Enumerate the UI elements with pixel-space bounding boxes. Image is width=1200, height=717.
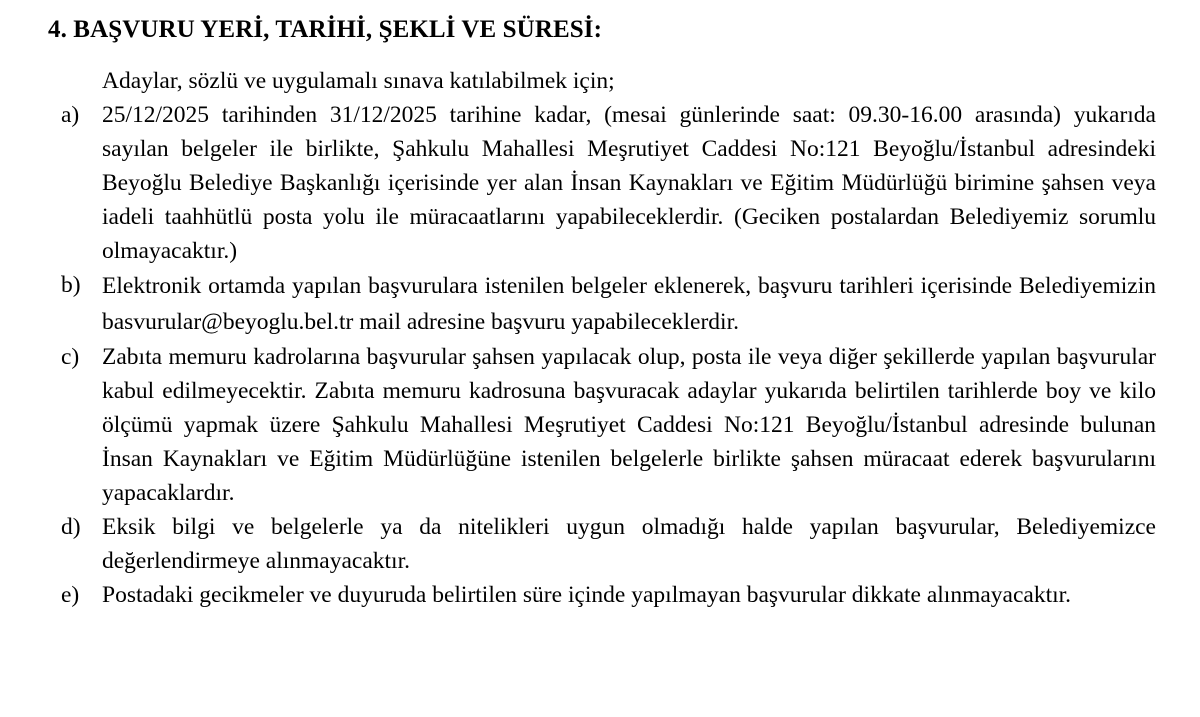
list-item-c xyxy=(48,340,1156,510)
list-item-text: Eksik bilgi ve belgelerle ya da nitelikleri uygun olmadığı halde yapılan başvurular, Belediyemizce değerlendirmeye alınmayacaktır. xyxy=(102,514,1156,574)
list-item-text: Postadaki gecikmeler ve duyuruda belirtilen süre içinde yapılmayan başvurular dikkate alınmayacaktır. xyxy=(102,582,1072,608)
list-marker: d) xyxy=(61,514,81,540)
list-item-text: Elektronik ortamda yapılan başvurulara istenilen belgeler eklenerek, başvuru tarihleri içerisinde Belediyemizin basvurular@beyoglu.bel.tr mail adresine başvuru yapabileceklerdir. xyxy=(102,273,1156,335)
list-item-a xyxy=(48,98,1156,268)
list-item-b xyxy=(48,268,1156,340)
list-item-e xyxy=(48,578,1156,612)
list-item-text: 25/12/2025 tarihinden 31/12/2025 tarihine kadar, (mesai günlerinde saat: 09.30-16.00 arasında) yukarıda sayılan belgeler ile birlikte, Şahkulu Mahallesi Meşrutiyet Caddesi No:121 Beyoğlu/İstanbul adresindeki Beyoğlu Belediye Başkanlığı içerisinde yer alan İnsan Kaynakları ve Eğitim Müdürlüğü birimine şahsen veya iadeli taahhütlü posta yolu ile müracaatlarını yapabileceklerdir. (Geciken postalardan Belediyemiz sorumlu olmayacaktır.) xyxy=(102,102,1156,264)
list-marker: e) xyxy=(61,582,80,608)
list-item-d xyxy=(48,510,1156,578)
list-marker: a) xyxy=(61,102,80,128)
list-marker: c) xyxy=(61,344,80,370)
section-heading: 4. BAŞVURU YERİ, TARİHİ, ŞEKLİ VE SÜRESİ: xyxy=(48,16,603,43)
list-item-text: Zabıta memuru kadrolarına başvurular şahsen yapılacak olup, posta ile veya diğer şekillerde yapılan başvurular kabul edilmeyecektir. Zabıta memuru kadrosuna başvuracak adaylar yukarıda belirtilen tarihlerde boy ve kilo ölçümü yapmak üzere Şahkulu Mahallesi Meşrutiyet Caddesi No:121 Beyoğlu/İstanbul adresinde bulunan İnsan Kaynakları ve Eğitim Müdürlüğüne istenilen belgelerle birlikte şahsen müracaat ederek başvurularını yapacaklardır. xyxy=(102,344,1156,506)
intro-paragraph: Adaylar, sözlü ve uygulamalı sınava katılabilmek için; xyxy=(102,68,615,94)
list-marker: b) xyxy=(61,272,81,298)
